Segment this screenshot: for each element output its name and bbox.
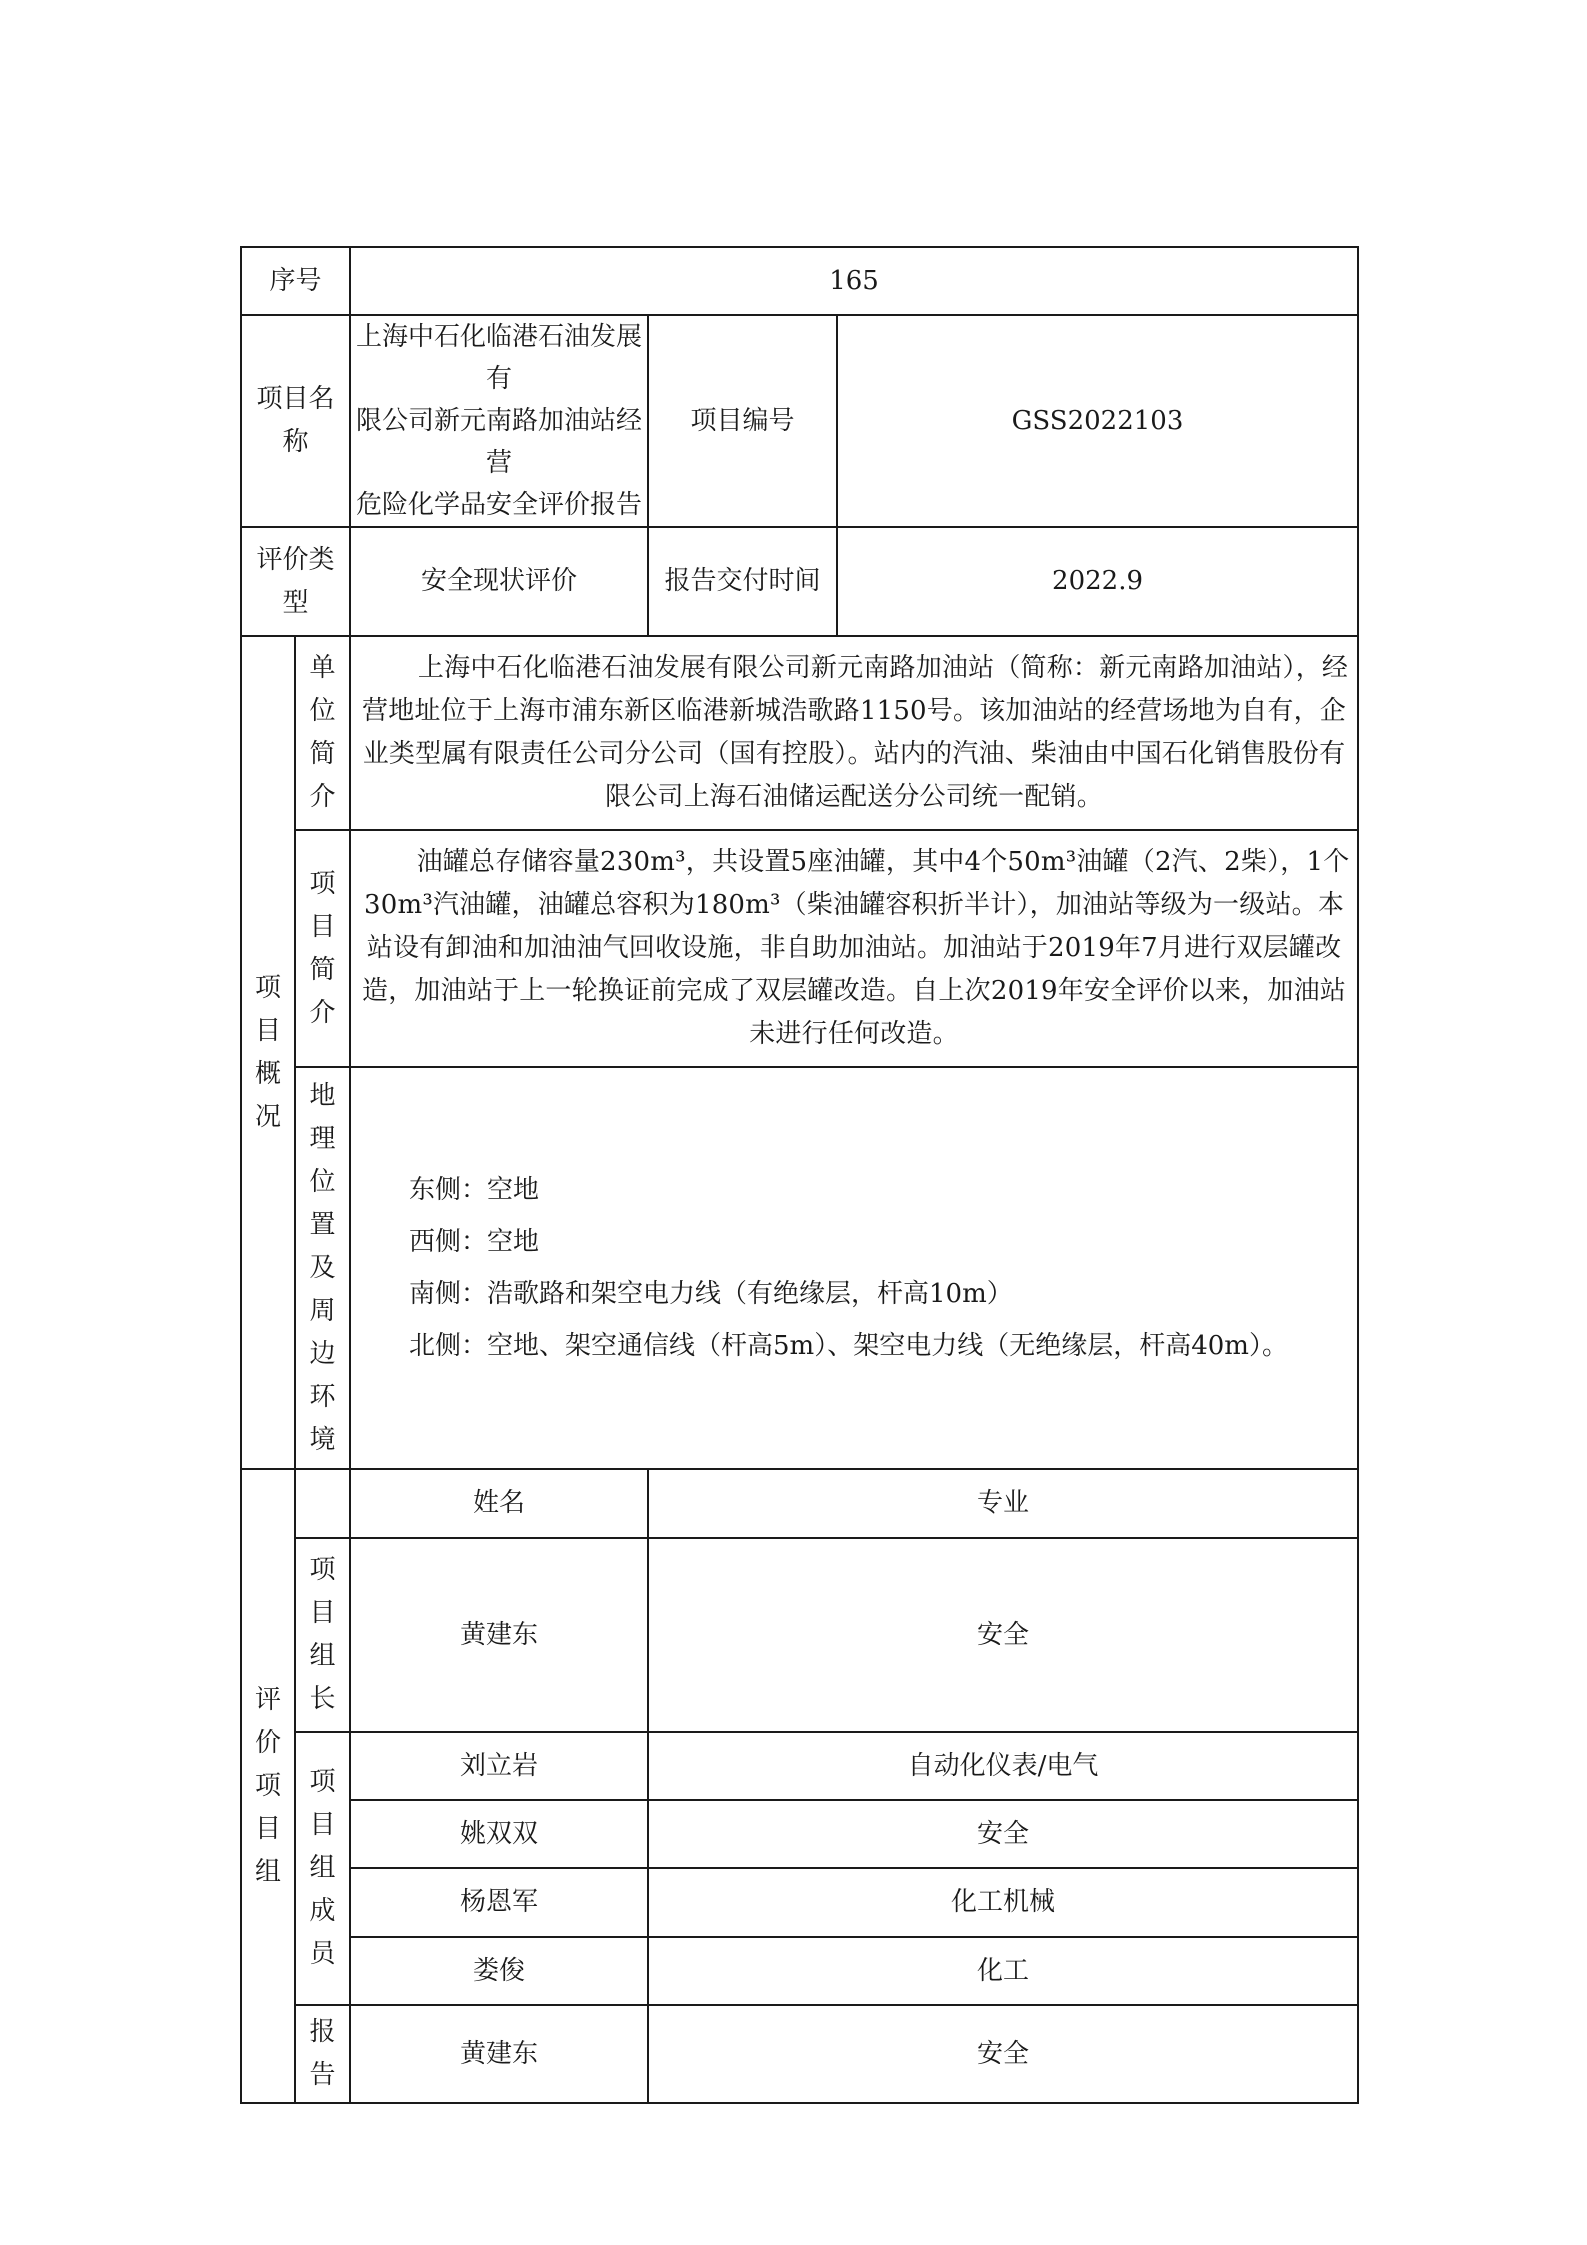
eval-type-label: 评价类 型 [241, 527, 350, 636]
serial-value: 165 [350, 247, 1358, 315]
leader-major: 安全 [648, 1538, 1358, 1732]
name-header: 姓名 [350, 1469, 648, 1538]
team-label: 评 价 项 目 组 [241, 1469, 295, 2103]
team-header-blank [295, 1469, 350, 1538]
member-name: 姚双双 [350, 1800, 648, 1868]
project-name-label: 项目名 称 [241, 315, 350, 527]
project-code-value: GSS2022103 [837, 315, 1358, 527]
report-table [240, 246, 1359, 2104]
member-name: 杨恩军 [350, 1868, 648, 1937]
member-name: 刘立岩 [350, 1732, 648, 1800]
env-south: 南侧：浩歌路和架空电力线（有绝缘层，杆高10m） [409, 1279, 1013, 1309]
project-code-label: 项目编号 [648, 315, 837, 527]
project-intro-text: 油罐总存储容量230m³，共设置5座油罐，其中4个50m³油罐（2汽、2柴），1个30m³汽油罐，油罐总容积为180m³（柴油罐容积折半计），加油站等级为一级站。本站设有卸油和加油油气回收设施，非自助加油站。加油站于2019年7月进行双层罐改造，加油站于上一轮换证前完成了双层罐改造。自上次2019年安全评价以来，加油站未进行任何改造。 [350, 830, 1358, 1067]
major-header: 专业 [648, 1469, 1358, 1538]
env-east: 东侧：空地 [409, 1175, 540, 1205]
leader-label: 项 目 组 长 [295, 1538, 350, 1732]
overview-label: 项 目 概 况 [241, 636, 295, 1469]
member-major: 化工 [648, 1937, 1358, 2005]
project-name-value: 上海中石化临港石油发展有 限公司新元南路加油站经营 危险化学品安全评价报告 [350, 315, 648, 527]
report-name: 黄建东 [350, 2005, 648, 2103]
member-major: 化工机械 [648, 1868, 1358, 1937]
project-intro-label: 项 目 简 介 [295, 830, 350, 1067]
serial-label: 序号 [241, 247, 350, 315]
unit-intro-label: 单 位 简 介 [295, 636, 350, 830]
env-north: 北侧：空地、架空通信线（杆高5m）、架空电力线（无绝缘层，杆高40m）。 [409, 1331, 1288, 1361]
leader-name: 黄建东 [350, 1538, 648, 1732]
member-name: 娄俊 [350, 1937, 648, 2005]
delivery-label: 报告交付时间 [648, 527, 837, 636]
delivery-value: 2022.9 [837, 527, 1358, 636]
env-west: 西侧：空地 [409, 1227, 540, 1257]
report-major: 安全 [648, 2005, 1358, 2103]
env-text [350, 1067, 1358, 1469]
env-label: 地 理 位 置 及 周 边 环 境 [295, 1067, 350, 1469]
member-major: 安全 [648, 1800, 1358, 1868]
eval-type-value: 安全现状评价 [350, 527, 648, 636]
report-label: 报 告 [295, 2005, 350, 2103]
members-label: 项 目 组 成 员 [295, 1732, 350, 2005]
member-major: 自动化仪表/电气 [648, 1732, 1358, 1800]
unit-intro-text: 上海中石化临港石油发展有限公司新元南路加油站（简称：新元南路加油站），经营地址位于上海市浦东新区临港新城浩歌路1150号。该加油站的经营场地为自有，企业类型属有限责任公司分公司（国有控股）。站内的汽油、柴油由中国石化销售股份有限公司上海石油储运配送分公司统一配销。 [350, 636, 1358, 830]
